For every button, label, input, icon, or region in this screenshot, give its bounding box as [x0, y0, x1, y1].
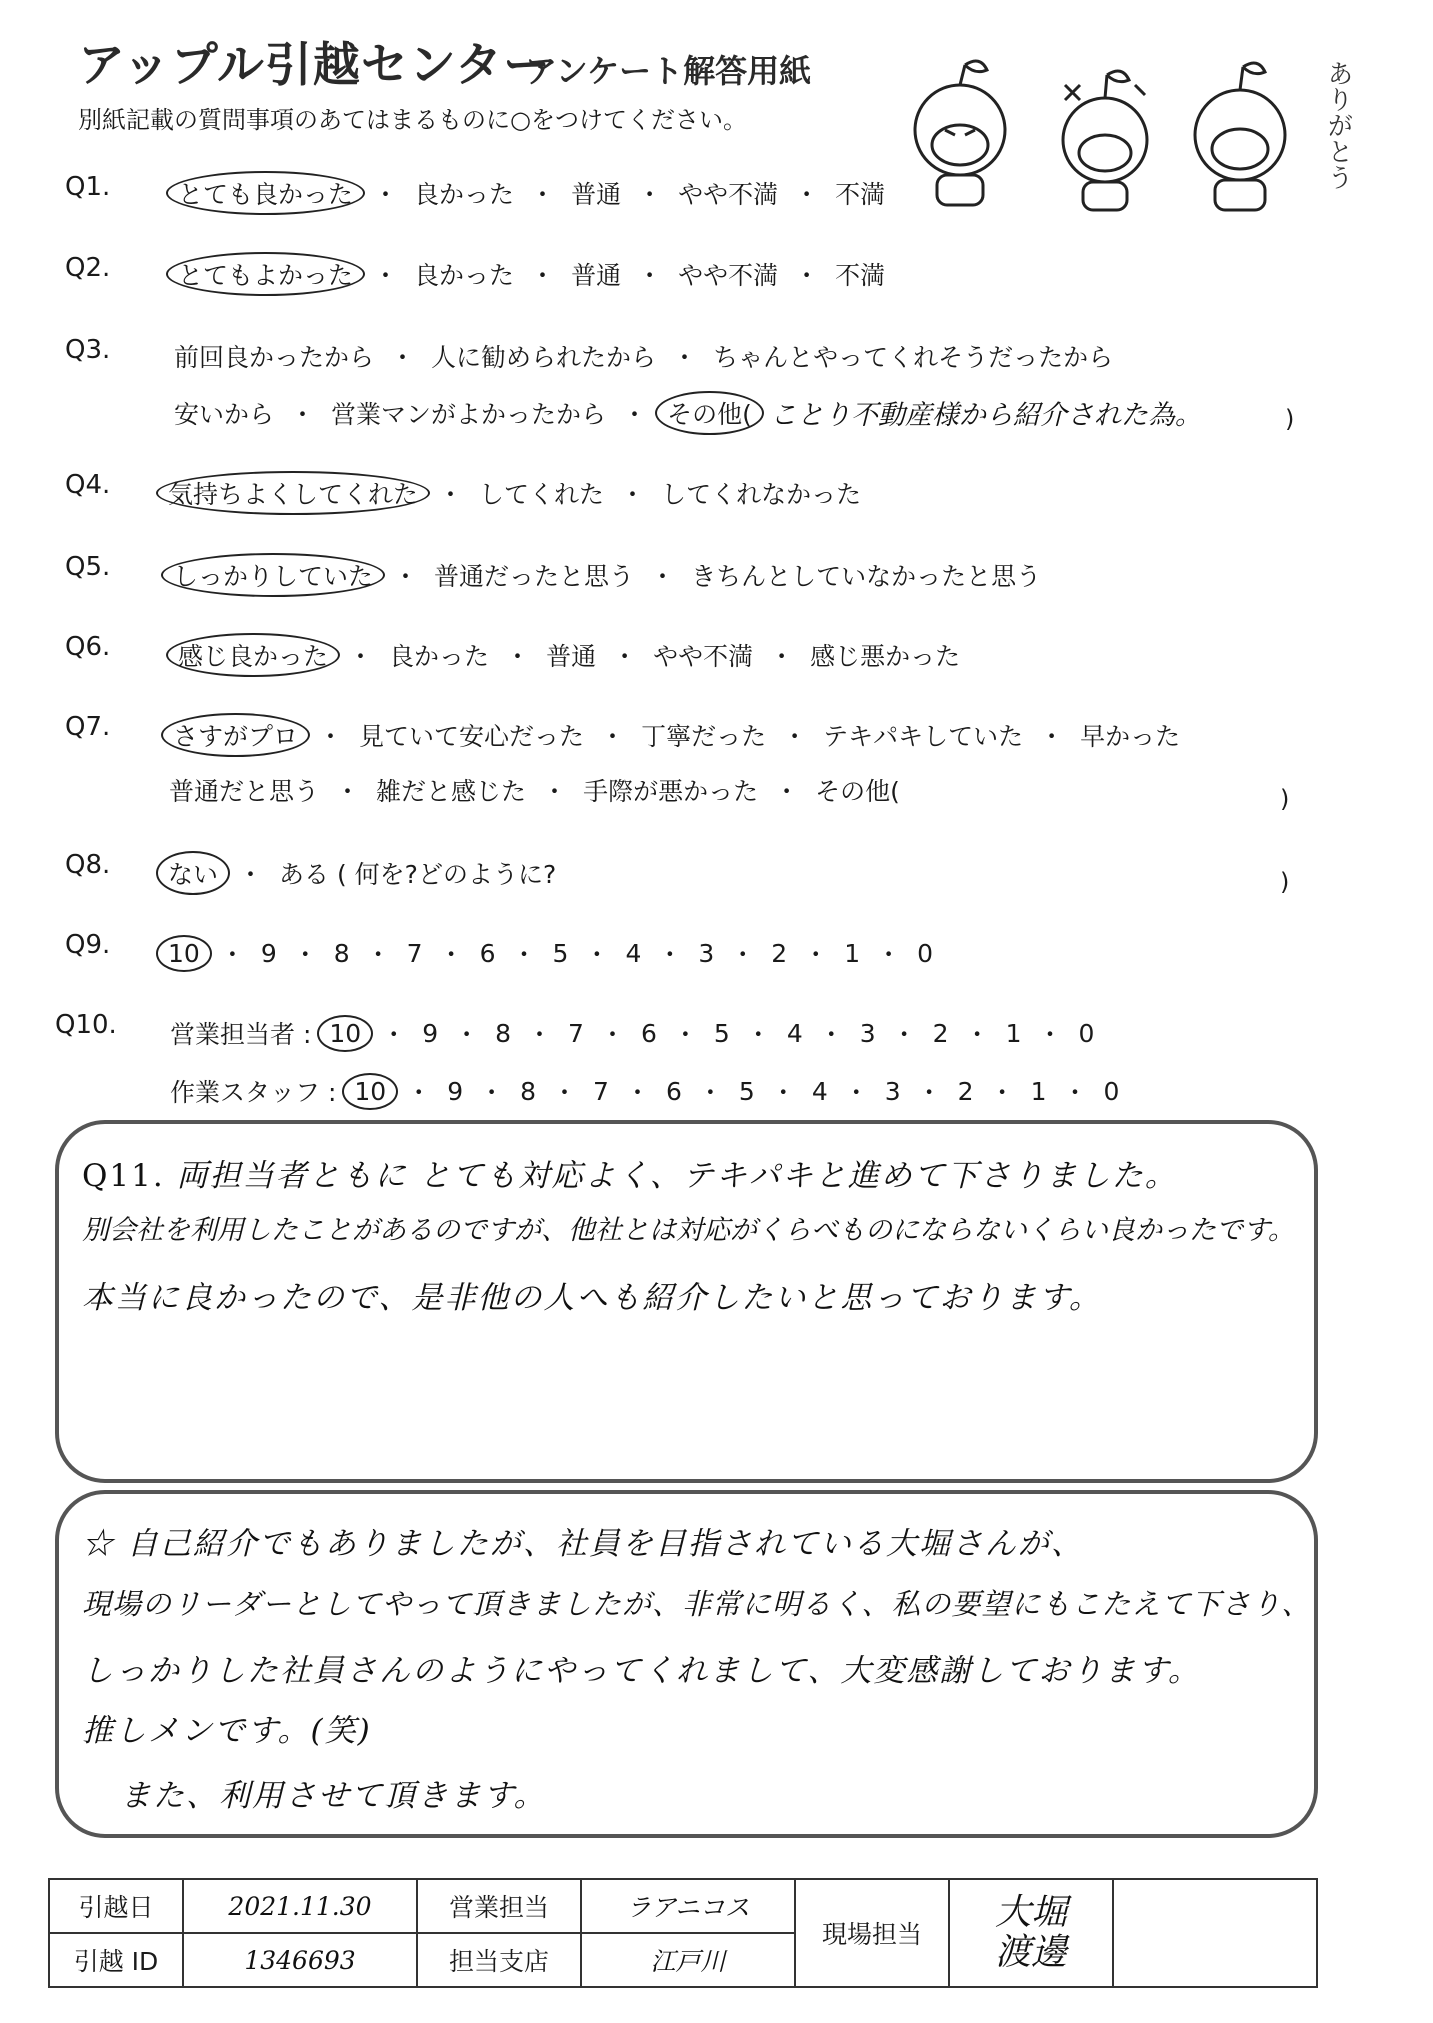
q10-sales-score[interactable]: 8: [495, 1018, 512, 1048]
mascot-illustration: [895, 45, 1355, 215]
move-date-label: 引越日: [49, 1879, 183, 1933]
q8-option[interactable]: ある ( 何を?どのように?: [279, 860, 557, 889]
q3-option[interactable]: 安いから: [174, 399, 275, 429]
move-info-table: [48, 1878, 1318, 1988]
q5-option[interactable]: 普通だったと思う: [434, 562, 635, 591]
q2-option[interactable]: 良かった: [414, 261, 515, 290]
q8-label: Q8.: [65, 850, 111, 880]
q10-sales-score[interactable]: 5: [713, 1018, 730, 1048]
q5-label: Q5.: [65, 552, 111, 582]
branch-value: 江戸川: [581, 1933, 795, 1987]
site-staff-value: [949, 1879, 1113, 1987]
q9-score[interactable]: 0: [917, 938, 934, 968]
move-id-label: 引越 ID: [49, 1933, 183, 1987]
q10-staff-score[interactable]: 6: [665, 1076, 682, 1106]
free-comment-line: 推しメンです。(笑): [82, 1713, 372, 1749]
q7-label: Q7.: [65, 712, 111, 742]
q6-option-selected[interactable]: 感じ良かった: [166, 633, 340, 677]
q6-options: 感じ良かった ・ 良かった ・ 普通 ・ やや不満 ・ 感じ悪かった: [170, 637, 964, 673]
q10-staff-score[interactable]: 3: [884, 1076, 901, 1106]
free-comment-line: しっかりした社員さんのようにやってくれまして、大変感謝しております。: [82, 1653, 1201, 1689]
q1-options: とても良かった ・ 良かった ・ 普通 ・ やや不満 ・ 不満: [170, 175, 889, 211]
site-staff-label: 現場担当: [795, 1879, 949, 1987]
q2-options: とてもよかった ・ 良かった ・ 普通 ・ やや不満 ・ 不満: [170, 256, 889, 292]
q10-sales-score[interactable]: 3: [859, 1018, 876, 1048]
q10-staff-label: 作業スタッフ :: [170, 1078, 337, 1107]
q3-option[interactable]: 前回良かったから: [174, 343, 375, 372]
free-comment-line: 現場のリーダーとしてやって頂きましたが、非常に明るく、私の要望にもこたえて下さり、: [82, 1587, 1312, 1621]
q11-comment-line: 両担当者ともに とても対応よく、テキパキと進めて下さりました。: [176, 1158, 1178, 1194]
q6-option[interactable]: やや不満: [653, 642, 754, 671]
q11-label: Q11.: [82, 1158, 165, 1194]
q10-sales-scale: 営業担当者 : 10 ・ 9 ・ 8 ・ 7 ・ 6 ・ 5 ・ 4 ・ 3 ・ 2 ・ 1 ・ 0: [170, 1015, 1098, 1051]
q9-score[interactable]: 9: [260, 938, 277, 968]
extra-cell: [1113, 1879, 1317, 1987]
q4-option[interactable]: してくれなかった: [661, 480, 862, 509]
q7-options-row2: 普通だと思う ・ 雑だと感じた ・ 手際が悪かった ・ その他(: [165, 772, 904, 808]
q10-staff-score[interactable]: 5: [738, 1076, 755, 1106]
q9-score[interactable]: 6: [479, 938, 496, 968]
q11-comment-line: 本当に良かったので、是非他の人へも紹介したいと思っております。: [82, 1280, 1102, 1316]
q9-score[interactable]: 4: [625, 938, 642, 968]
q9-score[interactable]: 8: [333, 938, 350, 968]
q9-label: Q9.: [65, 930, 111, 960]
q7-option[interactable]: 手際が悪かった: [583, 777, 759, 806]
q4-option[interactable]: してくれた: [479, 480, 605, 509]
q2-option[interactable]: やや不満: [678, 261, 779, 290]
q5-option[interactable]: きちんとしていなかったと思う: [691, 562, 1042, 591]
q3-option[interactable]: 営業マンがよかったから: [331, 399, 607, 429]
q3-other-text: ことり不動産様から紹介された為。: [769, 400, 1202, 431]
q7-options-row1: さすがプロ ・ 見ていて安心だった ・ 丁寧だった ・ テキパキしていた ・ 早かった: [165, 717, 1184, 753]
sales-label: 営業担当: [417, 1879, 581, 1933]
q10-staff-score-selected[interactable]: 10: [342, 1073, 398, 1110]
q8-options: ない ・ ある ( 何を?どのように?: [160, 855, 560, 891]
q10-sales-score[interactable]: 2: [932, 1018, 949, 1048]
q7-option[interactable]: 早かった: [1080, 722, 1181, 751]
q6-option[interactable]: 普通: [546, 642, 597, 671]
q3-option[interactable]: 人に勧められたから: [431, 343, 657, 372]
q3-close-paren: ): [1285, 405, 1295, 433]
free-comment-line: また、利用させて頂きます。: [120, 1778, 547, 1814]
q7-close-paren: ): [1280, 785, 1290, 813]
q8-option-selected[interactable]: ない: [156, 851, 230, 895]
q3-option[interactable]: ちゃんとやってくれそうだったから: [713, 343, 1114, 372]
form-subtitle: アンケート解答用紙: [525, 52, 812, 90]
q9-score[interactable]: 2: [771, 938, 788, 968]
q10-sales-score[interactable]: 7: [568, 1018, 584, 1048]
q7-option[interactable]: テキパキしていた: [823, 722, 1024, 751]
q10-sales-score[interactable]: 0: [1078, 1018, 1095, 1048]
q6-label: Q6.: [65, 632, 111, 662]
q10-label: Q10.: [55, 1010, 117, 1040]
q10-staff-score[interactable]: 8: [520, 1076, 537, 1106]
q6-option[interactable]: 感じ悪かった: [810, 642, 961, 671]
q9-score[interactable]: 7: [406, 938, 423, 968]
monkey-icon: [1195, 63, 1285, 210]
q3-label: Q3.: [65, 335, 111, 365]
q11-comment-line: 別会社を利用したことがあるのですが、他社とは対応がくらべものにならないくらい良かったです。: [82, 1215, 1295, 1246]
move-date-value: 2021.11.30: [183, 1879, 417, 1933]
q9-score[interactable]: 5: [552, 938, 569, 968]
monkey-icon: [1063, 71, 1147, 210]
q10-sales-score[interactable]: 6: [640, 1018, 657, 1048]
q9-score[interactable]: 1: [844, 938, 861, 968]
q10-sales-score[interactable]: 4: [786, 1018, 803, 1048]
q3-options-row1: 前回良かったから ・ 人に勧められたから ・ ちゃんとやってくれそうだったから: [170, 338, 1117, 374]
company-title: アップル引越センター: [78, 38, 551, 93]
mascot-caption: ありがとう: [1323, 60, 1353, 190]
q2-option[interactable]: 普通: [571, 261, 622, 290]
q7-option[interactable]: 丁寧だった: [641, 722, 767, 751]
q8-close-paren: ): [1280, 868, 1290, 896]
q3-options-row2: 安いから ・ 営業マンがよかったから ・ その他( ことり不動産様から紹介された為。: [170, 393, 1202, 432]
q10-staff-score[interactable]: 1: [1030, 1076, 1047, 1106]
q1-option[interactable]: 不満: [835, 180, 886, 209]
q9-score[interactable]: 3: [698, 938, 715, 968]
site-staff-name: 大堀: [994, 1892, 1067, 1934]
move-id-value: 1346693: [183, 1933, 417, 1987]
q10-sales-score[interactable]: 1: [1005, 1018, 1022, 1048]
q1-option[interactable]: 普通: [571, 180, 622, 209]
q9-score-selected[interactable]: 10: [156, 935, 212, 972]
q7-option[interactable]: 普通だと思う: [169, 777, 320, 806]
q1-option[interactable]: 良かった: [414, 180, 515, 209]
q10-staff-score[interactable]: 0: [1103, 1076, 1120, 1106]
q5-options: しっかりしていた ・ 普通だったと思う ・ きちんとしていなかったと思う: [165, 557, 1045, 593]
instructions: 別紙記載の質問事項のあてはまるものに○をつけてください。: [78, 106, 747, 134]
q10-staff-score[interactable]: 7: [593, 1076, 609, 1106]
q2-label: Q2.: [65, 253, 111, 283]
sales-value: ラアニコス: [581, 1879, 795, 1933]
q6-option[interactable]: 良かった: [389, 642, 490, 671]
q2-option[interactable]: 不満: [835, 261, 886, 290]
q10-sales-label: 営業担当者 :: [170, 1020, 312, 1049]
q1-label: Q1.: [65, 172, 111, 202]
q10-sales-score-selected[interactable]: 10: [317, 1015, 373, 1052]
monkey-icon: [915, 61, 1005, 205]
q7-option[interactable]: 見ていて安心だった: [359, 722, 585, 751]
q7-option[interactable]: その他(: [815, 777, 900, 806]
q7-option-selected[interactable]: さすがプロ: [161, 713, 310, 757]
q4-option-selected[interactable]: 気持ちよくしてくれた: [156, 471, 430, 515]
q4-options: 気持ちよくしてくれた ・ してくれた ・ してくれなかった: [160, 475, 865, 511]
q9-scale: 10 ・ 9 ・ 8 ・ 7 ・ 6 ・ 5 ・ 4 ・ 3 ・ 2 ・ 1 ・ 0: [160, 935, 937, 971]
q10-staff-score[interactable]: 4: [811, 1076, 828, 1106]
q1-option[interactable]: やや不満: [678, 180, 779, 209]
q1-option-selected[interactable]: とても良かった: [166, 171, 365, 215]
q10-staff-score[interactable]: 2: [957, 1076, 974, 1106]
free-comment-line: ☆ 自己紹介でもありましたが、社員を目指されている大堀さんが、: [82, 1526, 1084, 1562]
q10-staff-scale: 作業スタッフ : 10 ・ 9 ・ 8 ・ 7 ・ 6 ・ 5 ・ 4 ・ 3 ・ 2 ・ 1 ・ 0: [170, 1073, 1123, 1109]
q7-option[interactable]: 雑だと感じた: [376, 777, 527, 806]
q10-sales-score[interactable]: 9: [422, 1018, 439, 1048]
q2-option-selected[interactable]: とてもよかった: [166, 252, 365, 296]
q4-label: Q4.: [65, 470, 111, 500]
q5-option-selected[interactable]: しっかりしていた: [161, 553, 385, 597]
q3-option-selected[interactable]: その他(: [655, 391, 764, 435]
branch-label: 担当支店: [417, 1933, 581, 1987]
q10-staff-score[interactable]: 9: [447, 1076, 464, 1106]
site-staff-name: 渡邊: [994, 1932, 1067, 1973]
